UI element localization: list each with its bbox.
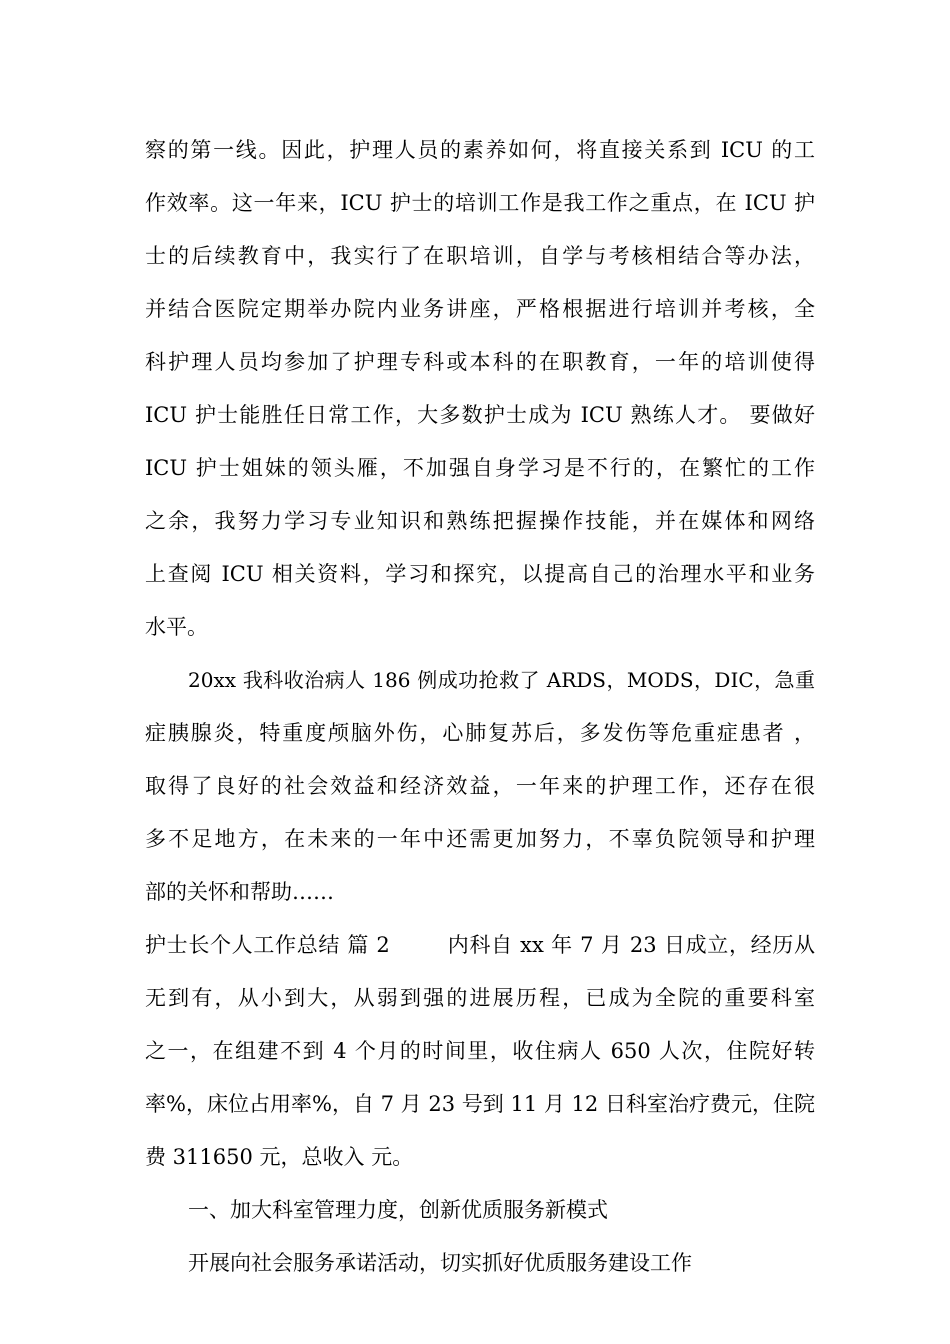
section-heading-line: 护士长个人工作总结 篇 2 内科自 xx 年 7 月 23 日成立，经历从: [145, 933, 815, 957]
text-line: 多不足地方，在未来的一年中还需更加努力，不辜负院领导和护理: [145, 827, 815, 851]
text-line: 士的后续教育中，我实行了在职培训，自学与考核相结合等办法，: [145, 244, 815, 268]
text-line: ICU 护士姐妹的领头雁，不加强自身学习是不行的，在繁忙的工作: [145, 456, 815, 480]
subheading: 一、加大科室管理力度，创新优质服务新模式: [188, 1198, 608, 1222]
text-line: 作效率。这一年来，ICU 护士的培训工作是我工作之重点，在 ICU 护: [145, 191, 815, 215]
text-line: 并结合医院定期举办院内业务讲座，严格根据进行培训并考核，全: [145, 297, 815, 321]
text-line: 取得了良好的社会效益和经济效益，一年来的护理工作，还存在很: [145, 774, 815, 798]
text-line: 无到有，从小到大，从弱到强的进展历程，已成为全院的重要科室: [145, 986, 815, 1010]
text-line: 20xx 我科收治病人 186 例成功抢救了 ARDS，MODS，DIC，急重: [188, 668, 815, 692]
text-line: ICU 护士能胜任日常工作，大多数护士成为 ICU 熟练人才。 要做好: [145, 403, 815, 427]
text-line: 科护理人员均参加了护理专科或本科的在职教育，一年的培训使得: [145, 350, 815, 374]
text-line: 症胰腺炎，特重度颅脑外伤，心肺复苏后，多发伤等危重症患者 ，: [145, 721, 815, 745]
text-line: 开展向社会服务承诺活动，切实抓好优质服务建设工作: [188, 1251, 692, 1275]
text-line: 之一，在组建不到 4 个月的时间里，收住病人 650 人次，住院好转: [145, 1039, 815, 1063]
text-line: 察的第一线。因此，护理人员的素养如何，将直接关系到 ICU 的工: [145, 138, 815, 162]
text-line: 部的关怀和帮助……: [145, 880, 334, 904]
text-line: 水平。: [145, 615, 208, 639]
text-line: 率%，床位占用率%，自 7 月 23 号到 11 月 12 日科室治疗费元，住院: [145, 1092, 815, 1116]
text-line: 之余，我努力学习专业知识和熟练把握操作技能，并在媒体和网络: [145, 509, 815, 533]
text-line: 费 311650 元，总收入 元。: [145, 1145, 414, 1169]
text-line: 上查阅 ICU 相关资料，学习和探究，以提高自己的治理水平和业务: [145, 562, 815, 586]
